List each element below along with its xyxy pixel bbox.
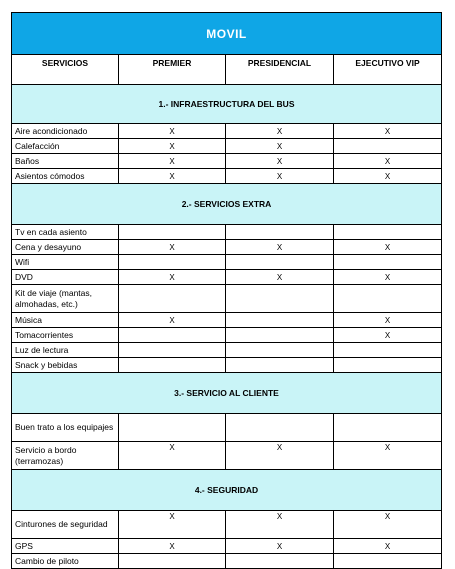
check-cell-presidencial [226,225,334,240]
section-row [12,85,442,124]
check-cell-premier [119,285,226,313]
check-cell-presidencial [226,358,334,373]
check-cell-premier [119,554,226,569]
table-row [12,511,442,539]
service-name-cell: Asientos cómodos [12,169,119,184]
header-presidencial: PRESIDENCIAL [226,55,334,85]
service-name-cell: Tv en cada asiento [12,225,119,240]
check-cell-presidencial: X [226,539,334,554]
check-cell-premier: X [119,154,226,169]
service-name-cell: DVD [12,270,119,285]
service-name-cell: Servicio a bordo (terramozas) [12,442,119,470]
check-cell-ejecutivo-vip: X [334,442,442,470]
check-cell-premier: X [119,124,226,139]
check-cell-ejecutivo-vip: X [334,154,442,169]
header-row [12,55,442,85]
table-row [12,169,442,184]
check-cell-premier [119,225,226,240]
check-cell-presidencial: X [226,139,334,154]
table-body [12,13,442,569]
check-cell-presidencial [226,285,334,313]
section-row [12,470,442,511]
service-name-cell: Cinturones de seguridad [12,511,119,539]
table-row [12,442,442,470]
services-comparison-table [11,12,442,569]
table-row [12,414,442,442]
section-row [12,373,442,414]
check-cell-presidencial: X [226,240,334,255]
service-name-cell: Wifi [12,255,119,270]
service-name-cell: Kit de viaje (mantas, almohadas, etc.) [12,285,119,313]
check-cell-presidencial [226,313,334,328]
check-cell-premier: X [119,169,226,184]
section-title: 2.- SERVICIOS EXTRA [12,184,442,225]
service-name-cell: GPS [12,539,119,554]
header-premier: PREMIER [119,55,226,85]
check-cell-ejecutivo-vip: X [334,539,442,554]
check-cell-ejecutivo-vip: X [334,240,442,255]
table-row [12,225,442,240]
table-row [12,554,442,569]
table-row [12,313,442,328]
table-row [12,328,442,343]
check-cell-presidencial [226,554,334,569]
service-name-cell: Baños [12,154,119,169]
check-cell-presidencial: X [226,124,334,139]
check-cell-ejecutivo-vip [334,139,442,154]
service-name-cell: Música [12,313,119,328]
table-row [12,240,442,255]
header-ejecutivo-vip: EJECUTIVO VIP [334,55,442,85]
check-cell-presidencial: X [226,154,334,169]
check-cell-presidencial: X [226,442,334,470]
check-cell-ejecutivo-vip [334,225,442,240]
table-row [12,124,442,139]
check-cell-presidencial [226,343,334,358]
title-row [12,13,442,55]
check-cell-ejecutivo-vip [334,554,442,569]
table-row [12,255,442,270]
check-cell-ejecutivo-vip: X [334,511,442,539]
table-row [12,270,442,285]
section-title: 4.- SEGURIDAD [12,470,442,511]
check-cell-presidencial [226,255,334,270]
table-row [12,285,442,313]
check-cell-ejecutivo-vip [334,414,442,442]
check-cell-premier [119,414,226,442]
check-cell-ejecutivo-vip: X [334,313,442,328]
table-row [12,154,442,169]
check-cell-ejecutivo-vip: X [334,270,442,285]
table-row [12,358,442,373]
check-cell-ejecutivo-vip [334,343,442,358]
check-cell-presidencial: X [226,511,334,539]
service-name-cell: Aire acondicionado [12,124,119,139]
table-row [12,539,442,554]
section-row [12,184,442,225]
check-cell-ejecutivo-vip: X [334,124,442,139]
check-cell-presidencial: X [226,270,334,285]
check-cell-ejecutivo-vip: X [334,169,442,184]
check-cell-premier: X [119,313,226,328]
service-name-cell: Tomacorrientes [12,328,119,343]
section-title: 1.- INFRAESTRUCTURA DEL BUS [12,85,442,124]
check-cell-premier: X [119,511,226,539]
check-cell-ejecutivo-vip [334,358,442,373]
service-name-cell: Buen trato a los equipajes [12,414,119,442]
service-name-cell: Luz de lectura [12,343,119,358]
check-cell-premier: X [119,139,226,154]
table-row [12,139,442,154]
check-cell-premier [119,358,226,373]
check-cell-premier: X [119,270,226,285]
service-name-cell: Calefacción [12,139,119,154]
header-servicios: SERVICIOS [12,55,119,85]
check-cell-ejecutivo-vip [334,285,442,313]
check-cell-premier: X [119,442,226,470]
service-name-cell: Snack y bebidas [12,358,119,373]
check-cell-presidencial [226,328,334,343]
service-name-cell: Cambio de piloto [12,554,119,569]
section-title: 3.- SERVICIO AL CLIENTE [12,373,442,414]
check-cell-ejecutivo-vip [334,255,442,270]
table-row [12,343,442,358]
check-cell-ejecutivo-vip: X [334,328,442,343]
check-cell-premier [119,255,226,270]
check-cell-premier [119,328,226,343]
check-cell-premier: X [119,539,226,554]
check-cell-premier [119,343,226,358]
check-cell-presidencial [226,414,334,442]
table-title: MOVIL [12,13,442,55]
check-cell-premier: X [119,240,226,255]
check-cell-presidencial: X [226,169,334,184]
service-name-cell: Cena y desayuno [12,240,119,255]
